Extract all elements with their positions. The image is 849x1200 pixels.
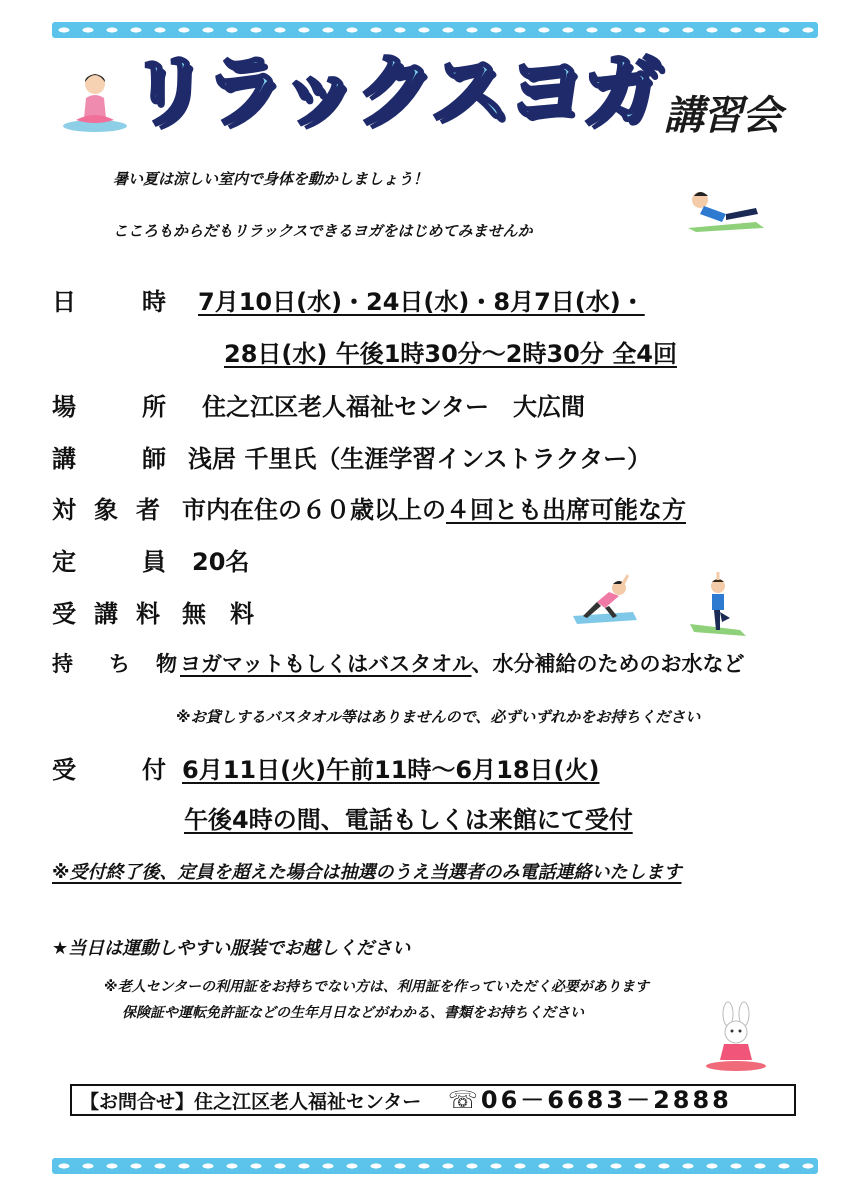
- target-value-underlined: ４回とも出席可能な方: [446, 496, 686, 524]
- fee-row: [52, 602, 254, 626]
- teacher-row: [52, 447, 651, 471]
- bottom-wave-border: [52, 1158, 818, 1174]
- target-value-plain: 市内在住の６０歳以上の: [182, 496, 446, 524]
- capacity-label-2: 員: [142, 548, 166, 576]
- schedule-row: [52, 290, 645, 314]
- place-label-1: 場: [52, 393, 76, 421]
- contact-label: 【お問合せ】住之江区老人福祉センター: [80, 1091, 422, 1113]
- items-label-1: 持: [52, 652, 73, 676]
- reception-label-2: 付: [142, 756, 166, 784]
- target-label-3: 者: [136, 496, 160, 524]
- capacity-value: 20名: [192, 548, 250, 576]
- place-value: 住之江区老人福祉センター 大広間: [202, 393, 586, 421]
- reception-note: [52, 858, 682, 884]
- intro-line-1: 暑い夏は涼しい室内で身体を動かしましょう！: [113, 170, 429, 188]
- top-wave-border: [52, 22, 818, 38]
- items-label-2: ち: [109, 652, 130, 676]
- meditating-girl-illustration: [62, 70, 128, 134]
- rabbit-yoga-illustration: [706, 1004, 766, 1072]
- teacher-value: 浅居 千里氏（生涯学習インストラクター）: [188, 445, 652, 473]
- place-row: [52, 395, 585, 419]
- page-title: リラックスヨガ: [128, 45, 658, 138]
- contact-tel: [448, 1086, 732, 1114]
- stretching-boy-illustration: [686, 188, 766, 232]
- schedule-row-2: [224, 342, 677, 366]
- teacher-label-1: 講: [52, 445, 76, 473]
- fee-value: 無 料: [182, 600, 254, 628]
- intro-line-2: こころもからだもリラックスできるヨガをはじめてみませんか: [113, 222, 533, 240]
- contact-box: [70, 1084, 796, 1116]
- clothing-note: ★当日は運動しやすい服装でお越しください: [52, 938, 411, 959]
- reception-row-2: [184, 808, 633, 832]
- capacity-row: [52, 550, 249, 574]
- page-subtitle: 講習会: [664, 93, 781, 139]
- schedule-dates-line-1: 7月10日(水)・24日(水)・8月7日(水)・: [198, 288, 645, 316]
- target-row: [52, 498, 686, 522]
- side-stretch-girl-illustration: [573, 572, 637, 624]
- capacity-label-1: 定: [52, 548, 76, 576]
- phone-icon: ☏: [447, 1086, 481, 1114]
- teacher-label-2: 師: [142, 445, 166, 473]
- schedule-dates-line-2: 28日(水) 午後1時30分～2時30分 全4回: [224, 340, 677, 368]
- contact-tel-number: 06－6683－2888: [480, 1086, 732, 1114]
- reception-label-1: 受: [52, 756, 76, 784]
- items-value-plain: 、水分補給のためのお水など: [471, 652, 745, 676]
- items-note: ※お貸しするバスタオル等はありませんので、必ずいずれかをお持ちください: [176, 708, 701, 726]
- card-note-line-1: ※老人センターの利用証をお持ちでない方は、利用証を作っていただく必要があります: [104, 979, 649, 995]
- target-label-1: 対: [52, 496, 76, 524]
- fee-label-3: 料: [136, 600, 160, 628]
- schedule-label-2: 時: [142, 288, 166, 316]
- fee-label-2: 講: [94, 600, 118, 628]
- items-row: [52, 654, 744, 675]
- tree-pose-boy-illustration: [688, 572, 748, 636]
- schedule-label-1: 日: [52, 288, 76, 316]
- reception-period-line-2: 午後4時の間、電話もしくは来館にて受付: [184, 806, 633, 834]
- card-note-line-2: 保険証や運転免許証などの生年月日などがわかる、書類をお持ちください: [122, 1005, 584, 1021]
- items-value-underlined: ヨガマットもしくはバスタオル: [180, 652, 472, 676]
- reception-period-line-1: 6月11日(火)午前11時～6月18日(火): [182, 756, 600, 784]
- reception-note-text: ※受付終了後、定員を超えた場合は抽選のうえ当選者のみ電話連絡いたします: [52, 862, 682, 883]
- place-label-2: 所: [142, 393, 166, 421]
- target-label-2: 象: [94, 496, 118, 524]
- items-label-3: 物: [156, 652, 177, 676]
- reception-row: [52, 758, 599, 782]
- fee-label-1: 受: [52, 600, 76, 628]
